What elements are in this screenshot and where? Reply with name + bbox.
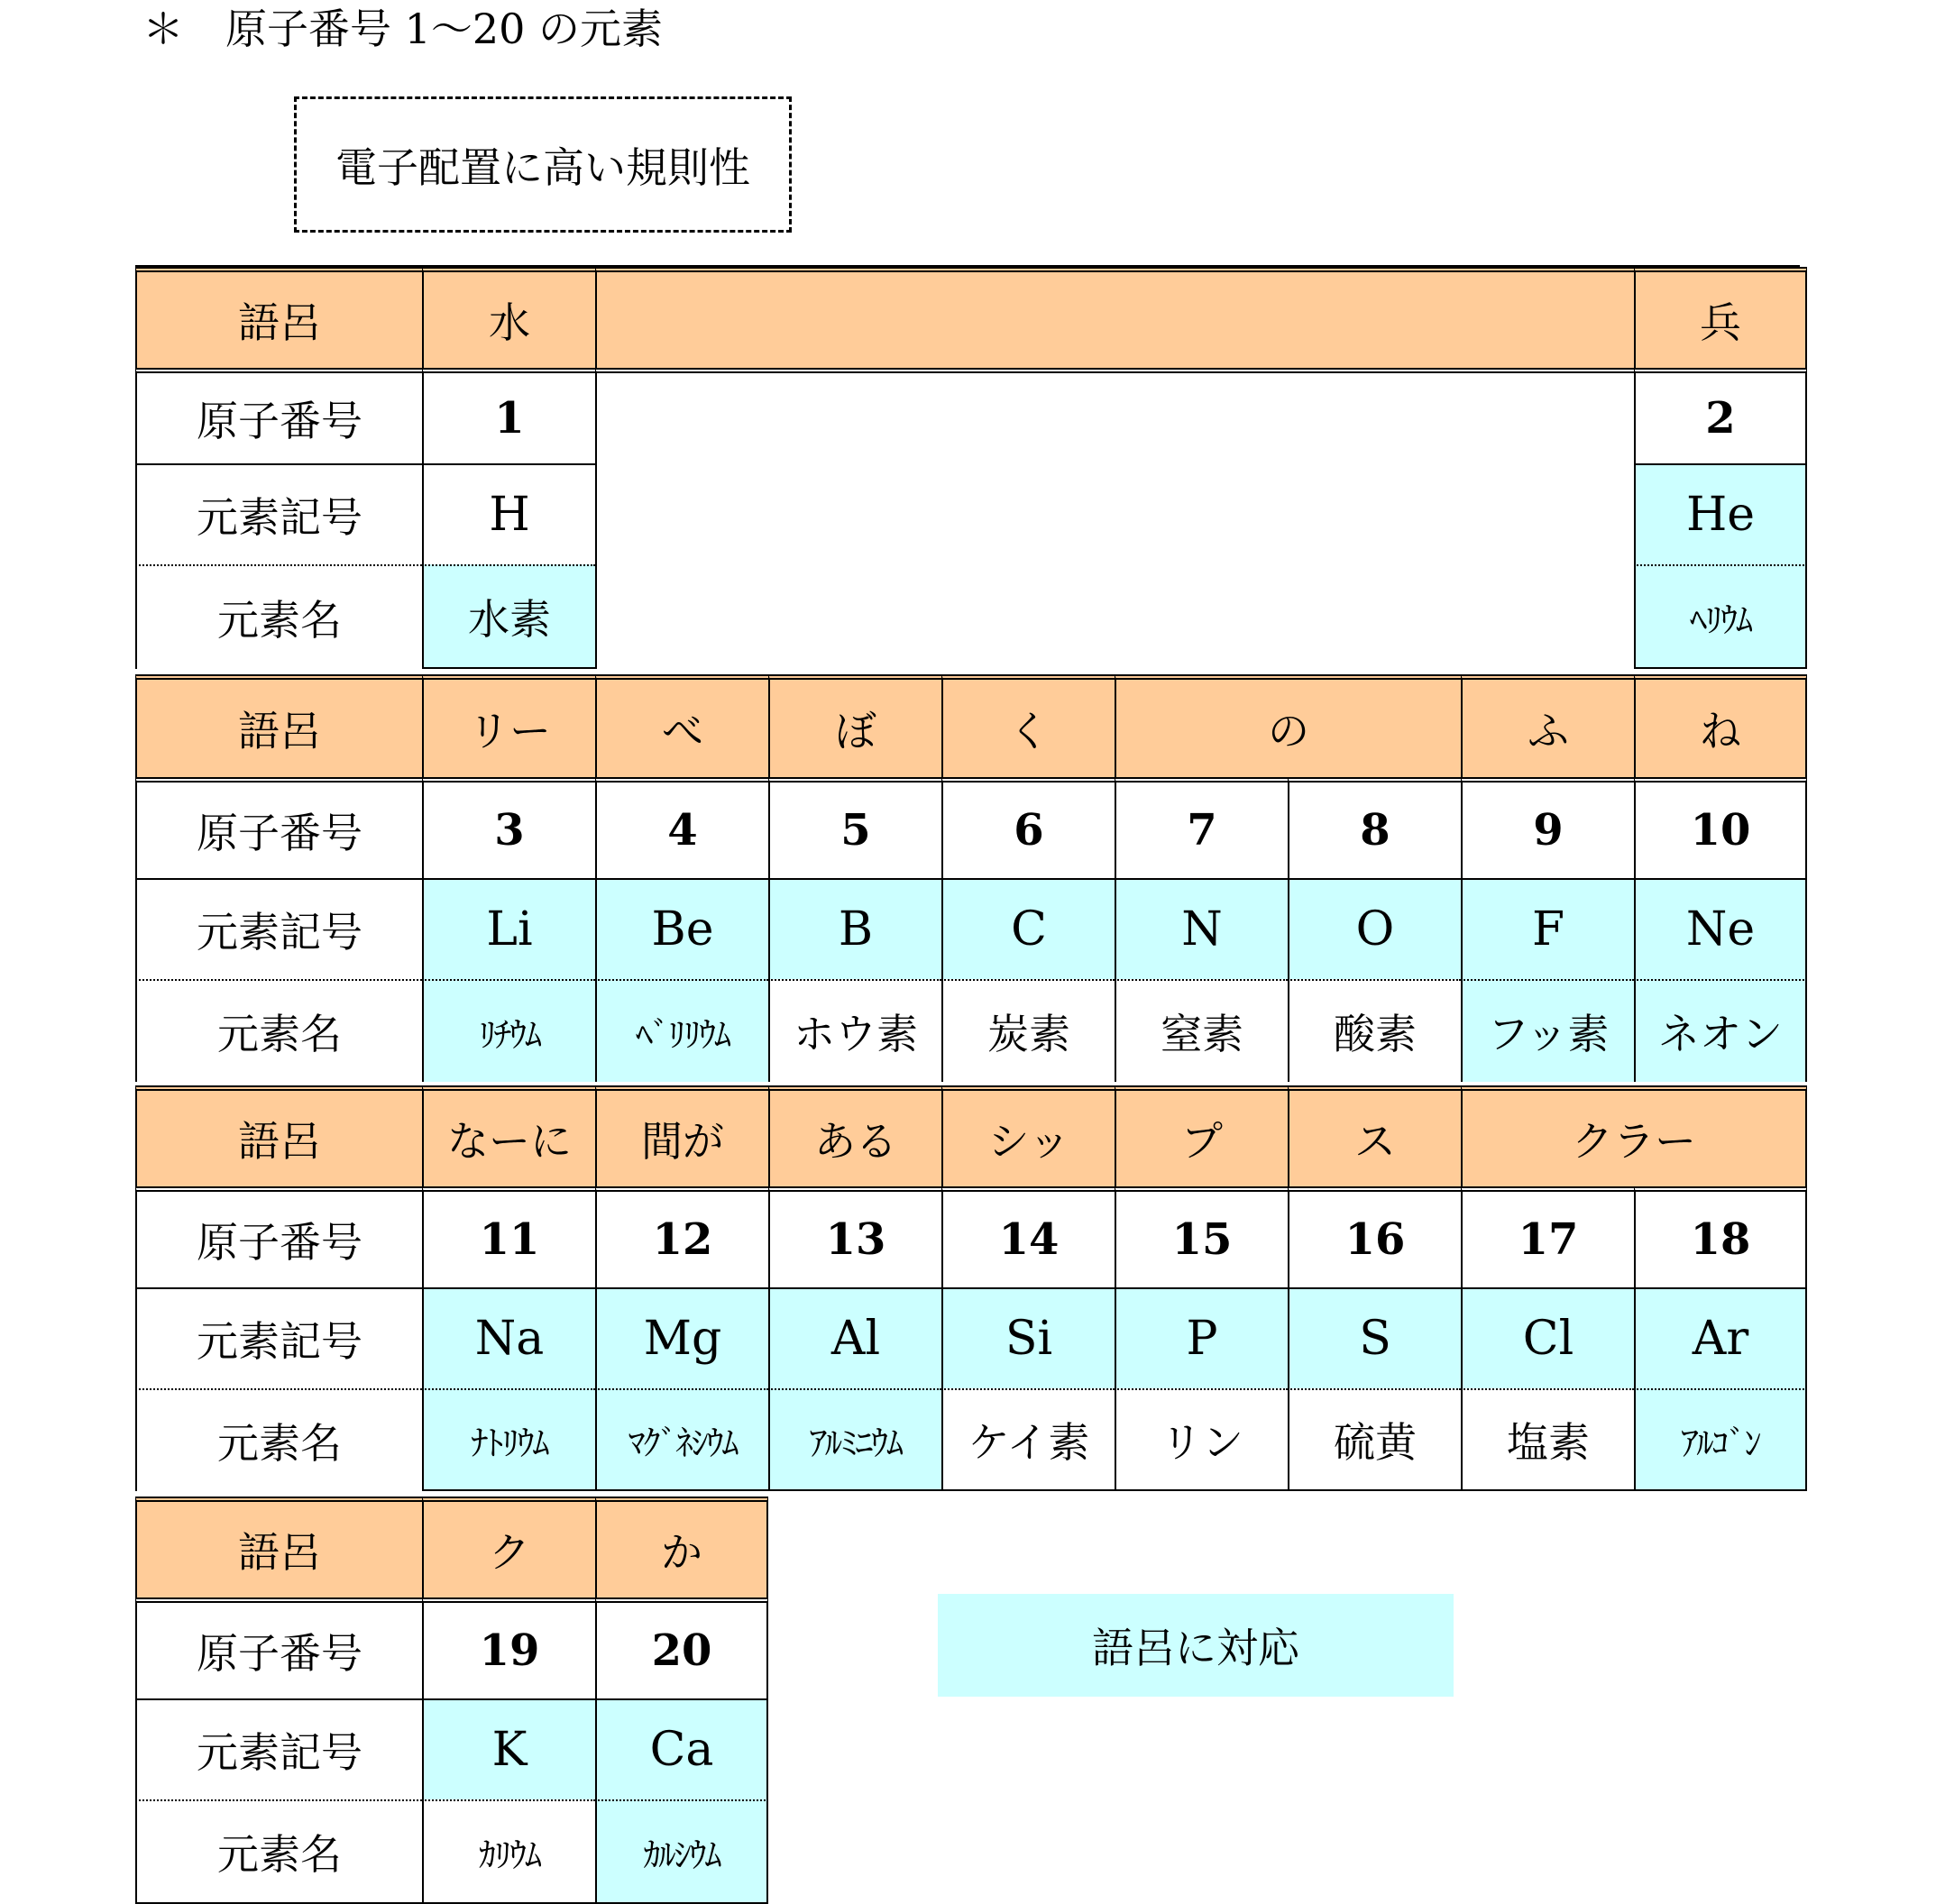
element-name: ｶﾘｳﾑ: [422, 1799, 595, 1904]
atomic-number: 20: [595, 1597, 768, 1698]
element-symbol: Mg: [595, 1287, 768, 1388]
element-symbol: B: [768, 878, 941, 979]
element-name: ｱﾙｺﾞﾝ: [1634, 1388, 1807, 1491]
atomic-number: 17: [1461, 1186, 1634, 1287]
goro-cell: 水: [422, 267, 595, 368]
row-label-name: 元素名: [135, 564, 422, 669]
goro-cell: べ: [595, 674, 768, 777]
element-name: ﾍﾘｳﾑ: [1634, 564, 1807, 669]
atomic-number: 16: [1288, 1186, 1461, 1287]
element-symbol: H: [422, 463, 595, 564]
atomic-number: 4: [595, 777, 768, 878]
goro-cell: ある: [768, 1085, 941, 1186]
atomic-number: 9: [1461, 777, 1634, 878]
atomic-number: 2: [1634, 368, 1807, 463]
atomic-number: 7: [1115, 777, 1288, 878]
page-heading: [142, 2, 663, 56]
atomic-number: 14: [941, 1186, 1115, 1287]
element-symbol: Ne: [1634, 878, 1807, 979]
heading-text: 原子番号 1～20 の元素: [225, 5, 664, 53]
goro-cell: リー: [422, 674, 595, 777]
atomic-number: 5: [768, 777, 941, 878]
goro-cell: プ: [1115, 1085, 1288, 1186]
element-symbol: P: [1115, 1287, 1288, 1388]
atomic-number: 10: [1634, 777, 1807, 878]
goro-cell: なーに: [422, 1085, 595, 1186]
goro-cell: ふ: [1461, 674, 1634, 777]
element-symbol: Be: [595, 878, 768, 979]
element-name: ホウ素: [768, 979, 941, 1082]
element-name: ﾍﾞﾘﾘｳﾑ: [595, 979, 768, 1082]
element-symbol: Cl: [1461, 1287, 1634, 1388]
legend-box: 語呂に対応: [938, 1594, 1454, 1697]
element-symbol: S: [1288, 1287, 1461, 1388]
element-name: 塩素: [1461, 1388, 1634, 1491]
atomic-number: 15: [1115, 1186, 1288, 1287]
element-symbol: He: [1634, 463, 1807, 564]
element-name: リン: [1115, 1388, 1288, 1491]
row-label-number: 原子番号: [135, 1186, 422, 1287]
goro-cell: の: [1115, 674, 1461, 777]
element-name: 水素: [422, 564, 595, 669]
element-name: ﾏｸﾞﾈｼｳﾑ: [595, 1388, 768, 1491]
element-name: 酸素: [1288, 979, 1461, 1082]
row-label-name: 元素名: [135, 1799, 422, 1904]
element-symbol: Li: [422, 878, 595, 979]
row-label-number: 原子番号: [135, 1597, 422, 1698]
element-symbol: F: [1461, 878, 1634, 979]
note-box: 電子配置に高い規則性: [294, 96, 792, 233]
element-symbol: Na: [422, 1287, 595, 1388]
row-label-number: 原子番号: [135, 777, 422, 878]
element-symbol: N: [1115, 878, 1288, 979]
element-symbol: Ca: [595, 1698, 768, 1799]
asterisk-mark: ＊: [142, 5, 184, 53]
element-name: ｶﾙｼｳﾑ: [595, 1799, 768, 1904]
element-name: ケイ素: [941, 1388, 1115, 1491]
atomic-number: 11: [422, 1186, 595, 1287]
element-symbol: Ar: [1634, 1287, 1807, 1388]
atomic-number: 1: [422, 368, 595, 463]
goro-cell: シッ: [941, 1085, 1115, 1186]
element-name: ｱﾙﾐﾆｳﾑ: [768, 1388, 941, 1491]
row-label-name: 元素名: [135, 1388, 422, 1491]
element-symbol: C: [941, 878, 1115, 979]
goro-cell: 間が: [595, 1085, 768, 1186]
row-label-symbol: 元素記号: [135, 878, 422, 979]
element-symbol: O: [1288, 878, 1461, 979]
empty-gap: [595, 368, 1634, 669]
goro-cell: か: [595, 1497, 768, 1597]
goro-cell: ね: [1634, 674, 1807, 777]
element-symbol: K: [422, 1698, 595, 1799]
atomic-number: 13: [768, 1186, 941, 1287]
goro-cell: 兵: [1634, 267, 1807, 368]
row-label-goro: 語呂: [135, 674, 422, 777]
atomic-number: 8: [1288, 777, 1461, 878]
atomic-number: 6: [941, 777, 1115, 878]
row-label-name: 元素名: [135, 979, 422, 1082]
element-name: ネオン: [1634, 979, 1807, 1082]
goro-cell: [595, 267, 1634, 368]
element-name: ﾘﾁｳﾑ: [422, 979, 595, 1082]
element-name: 硫黄: [1288, 1388, 1461, 1491]
atomic-number: 19: [422, 1597, 595, 1698]
row-label-symbol: 元素記号: [135, 1287, 422, 1388]
element-name: 炭素: [941, 979, 1115, 1082]
goro-cell: ク: [422, 1497, 595, 1597]
row-label-number: 原子番号: [135, 368, 422, 463]
element-name: 窒素: [1115, 979, 1288, 1082]
row-label-symbol: 元素記号: [135, 463, 422, 564]
row-label-symbol: 元素記号: [135, 1698, 422, 1799]
goro-cell: ス: [1288, 1085, 1461, 1186]
element-name: フッ素: [1461, 979, 1634, 1082]
row-label-goro: 語呂: [135, 1497, 422, 1597]
goro-cell: ぼ: [768, 674, 941, 777]
atomic-number: 18: [1634, 1186, 1807, 1287]
goro-cell: く: [941, 674, 1115, 777]
atomic-number: 12: [595, 1186, 768, 1287]
atomic-number: 3: [422, 777, 595, 878]
row-label-goro: 語呂: [135, 1085, 422, 1186]
goro-cell: クラー: [1461, 1085, 1807, 1186]
element-name: ﾅﾄﾘｳﾑ: [422, 1388, 595, 1491]
row-label-goro: 語呂: [135, 267, 422, 368]
element-symbol: Al: [768, 1287, 941, 1388]
element-symbol: Si: [941, 1287, 1115, 1388]
